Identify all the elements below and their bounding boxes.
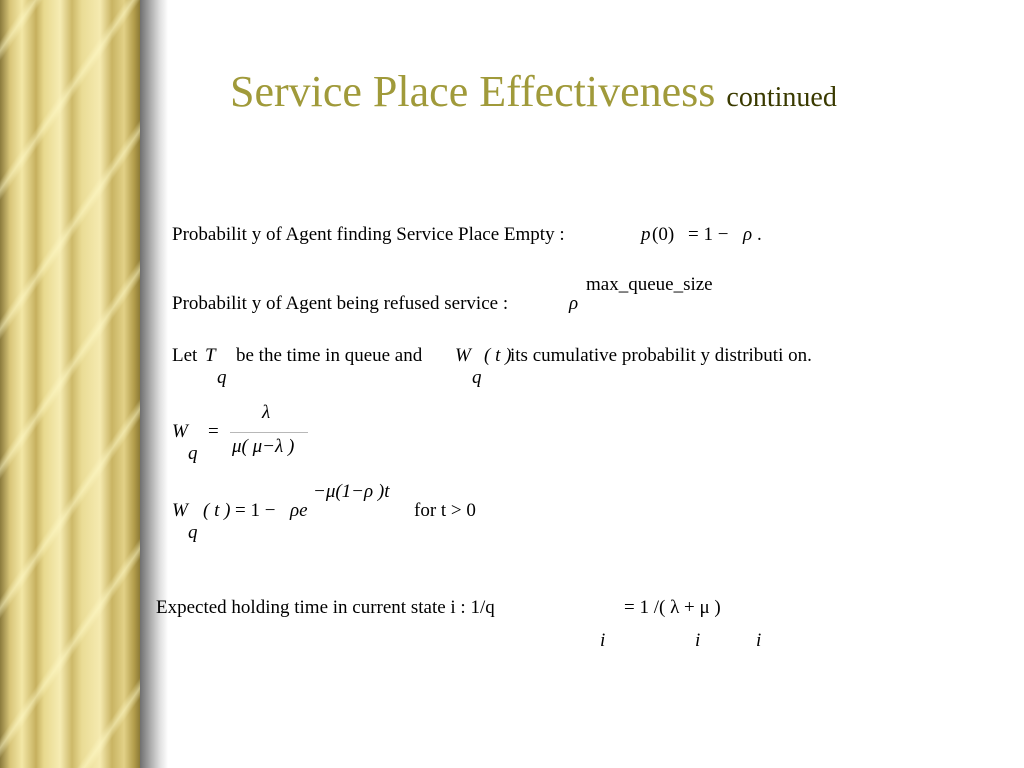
eq5-rho-e: ρe	[290, 500, 308, 521]
eq5-exponent: −μ(1−ρ )t	[313, 481, 390, 502]
eq6-sub1: i	[600, 630, 606, 651]
eq5-W: W	[172, 500, 188, 521]
eq5-cond: for t > 0	[414, 500, 476, 521]
eq6-label: Expected holding time in current state i : 1/q	[156, 597, 495, 618]
eq5-q: q	[188, 522, 198, 543]
eq1-arg: (0)	[652, 224, 675, 245]
eq4-q: q	[188, 443, 198, 464]
eq3-t: ( t )	[484, 345, 512, 366]
eq1-eq: = 1 −	[688, 224, 729, 245]
eq6-sub2: i	[695, 630, 701, 651]
eq5-eq: = 1 −	[235, 500, 276, 521]
eq1-label: Probabilit y of Agent finding Service Place Empty :	[172, 224, 565, 245]
eq3-mid: be the time in queue and	[236, 345, 423, 366]
eq1-end: .	[757, 224, 762, 245]
eq6-sub3: i	[756, 630, 762, 651]
eq3-q2: q	[472, 367, 482, 388]
eq6-rest: = 1 /( λ + μ )	[624, 597, 721, 618]
fraction-bar	[230, 432, 308, 433]
eq1-rho: ρ	[743, 224, 753, 245]
eq5-t: ( t )	[203, 500, 231, 521]
eq4-denominator: μ( μ−λ )	[232, 436, 295, 457]
title-main: Service Place Effectiveness	[230, 67, 716, 116]
eq3-tail: its cumulative probabilit y distributi on.	[510, 345, 812, 366]
slide-title	[230, 64, 837, 126]
decorative-border	[0, 0, 140, 768]
eq4-eq: =	[208, 421, 219, 442]
eq4-numerator: λ	[262, 402, 271, 423]
eq3-let: Let	[172, 345, 198, 366]
border-shadow	[140, 0, 168, 768]
eq2-exponent: max_queue_size	[586, 274, 713, 295]
eq2-label: Probabilit y of Agent being refused service :	[172, 293, 509, 314]
eq3-T: T	[205, 345, 216, 366]
eq2-rho: ρ	[569, 293, 579, 314]
eq1-p: p	[641, 224, 651, 245]
eq3-q1: q	[217, 367, 227, 388]
eq3-W: W	[455, 345, 471, 366]
title-sub: continued	[726, 82, 837, 113]
eq4-W: W	[172, 421, 188, 442]
